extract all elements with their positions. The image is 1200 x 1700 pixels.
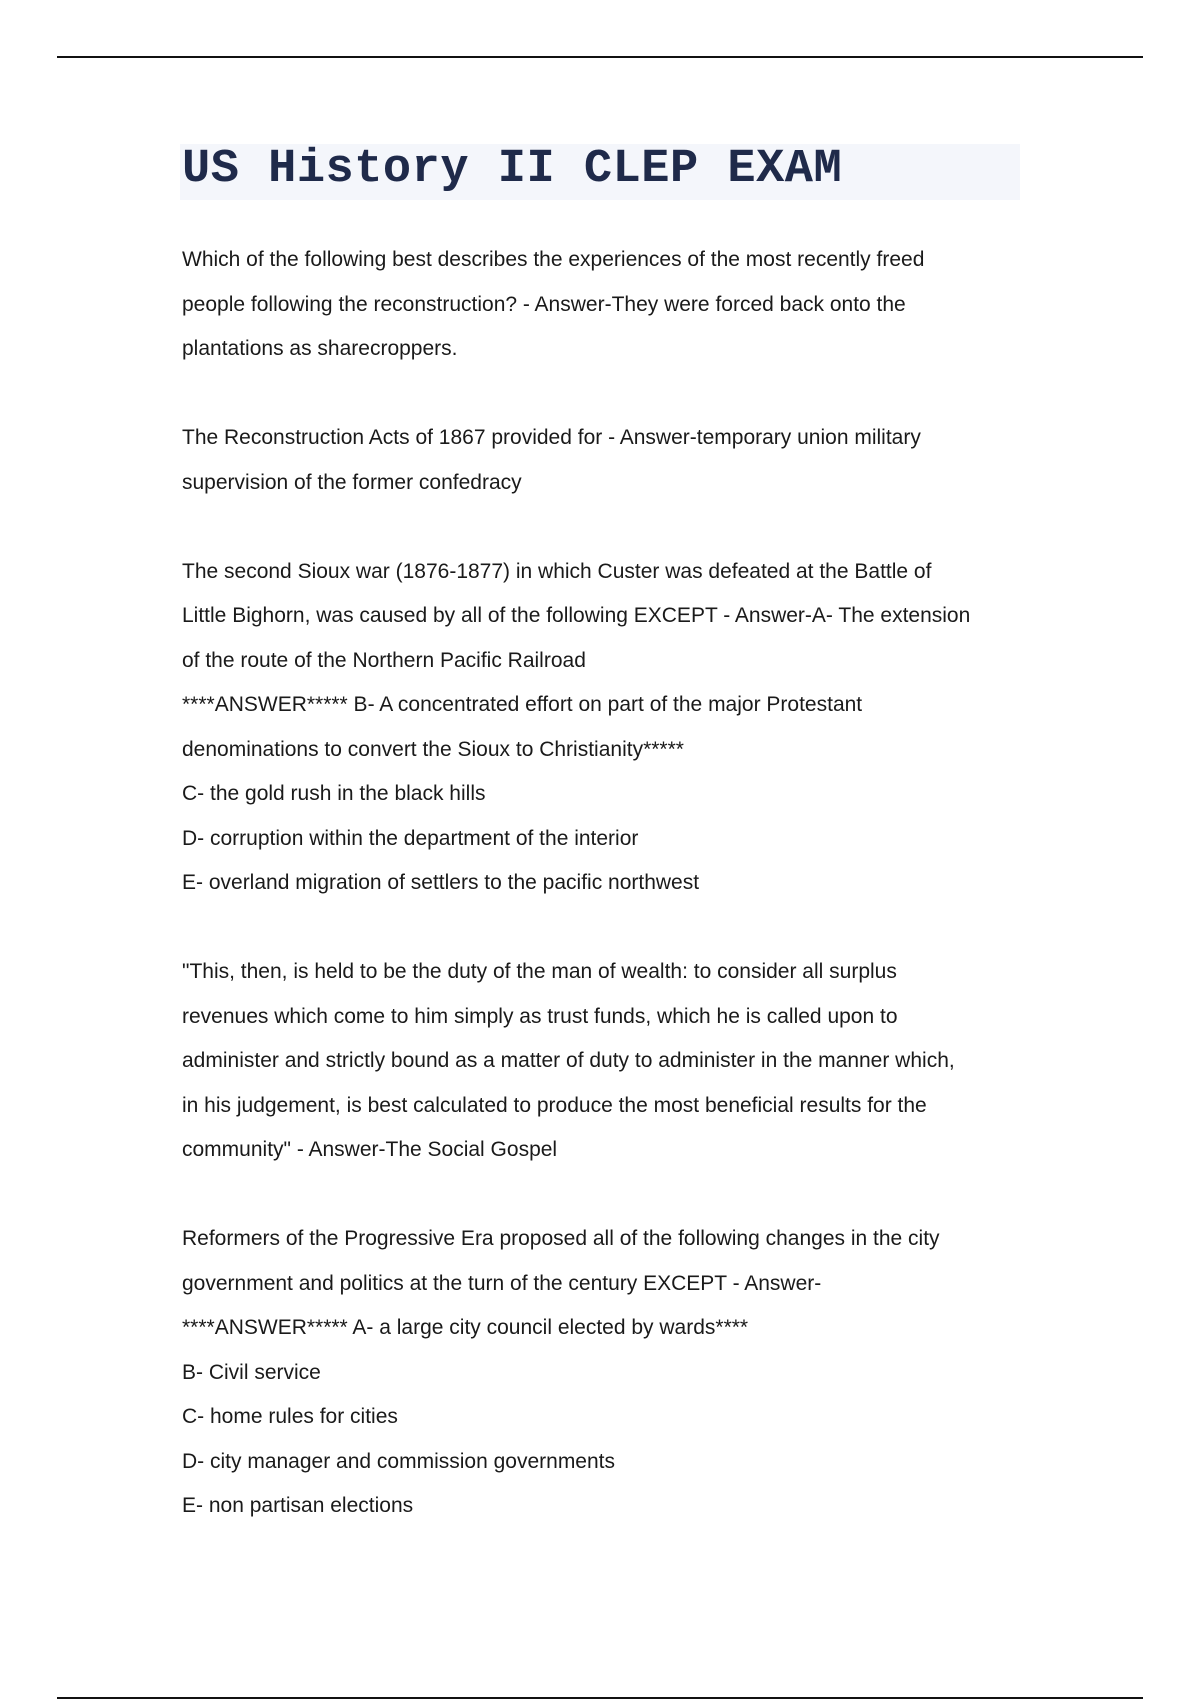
page-title: US History II CLEP EXAM bbox=[182, 143, 843, 196]
text-line: revenues which come to him simply as trust funds, which he is called upon to bbox=[182, 1004, 898, 1028]
answer-option-line: C- home rules for cities bbox=[182, 1405, 398, 1428]
qa-block-reconstruction-freed-people bbox=[182, 238, 1032, 372]
text-line: community" - Answer-The Social Gospel bbox=[182, 1138, 558, 1161]
answer-option-line: E- overland migration of settlers to the pacific northwest bbox=[182, 871, 700, 894]
answer-option-line: C- the gold rush in the black hills bbox=[182, 782, 486, 805]
text-line: Little Bighorn, was caused by all of the following EXCEPT - Answer-A- The extension bbox=[182, 604, 971, 627]
text-line: of the route of the Northern Pacific Railroad bbox=[182, 648, 586, 672]
answer-option-line: denominations to convert the Sioux to Christianity***** bbox=[182, 737, 684, 761]
text-line: Which of the following best describes the experiences of the most recently freed bbox=[182, 248, 925, 271]
answer-option-line: E- non partisan elections bbox=[182, 1494, 414, 1517]
qa-block-reconstruction-acts bbox=[182, 416, 1032, 505]
text-line: people following the reconstruction? - Answer-They were forced back onto the bbox=[182, 292, 906, 316]
text-line: administer and strictly bound as a matter of duty to administer in the manner which, bbox=[182, 1049, 955, 1072]
qa-block-sioux-war bbox=[182, 550, 1032, 906]
bottom-rule bbox=[57, 1697, 1143, 1699]
text-line: plantations as sharecroppers. bbox=[182, 337, 458, 360]
document-body bbox=[182, 238, 1032, 1573]
top-rule bbox=[57, 56, 1143, 58]
text-line: in his judgement, is best calculated to produce the most beneficial results for the bbox=[182, 1093, 927, 1117]
text-line: supervision of the former confedracy bbox=[182, 470, 522, 494]
answer-option-line: B- Civil service bbox=[182, 1360, 321, 1384]
answer-option-line: ****ANSWER***** B- A concentrated effort on part of the major Protestant bbox=[182, 693, 863, 716]
text-line: government and politics at the turn of the century EXCEPT - Answer- bbox=[182, 1271, 822, 1295]
text-line: The Reconstruction Acts of 1867 provided for - Answer-temporary union military bbox=[182, 426, 921, 449]
qa-block-gospel-of-wealth bbox=[182, 950, 1032, 1173]
text-line: "This, then, is held to be the duty of the man of wealth: to consider all surplus bbox=[182, 960, 897, 983]
answer-option-line: D- city manager and commission governments bbox=[182, 1449, 616, 1473]
answer-option-line: ****ANSWER***** A- a large city council elected by wards**** bbox=[182, 1316, 749, 1339]
text-line: Reformers of the Progressive Era proposed all of the following changes in the city bbox=[182, 1227, 940, 1250]
answer-option-line: D- corruption within the department of the interior bbox=[182, 826, 639, 850]
qa-block-progressive-era bbox=[182, 1217, 1032, 1529]
text-line: The second Sioux war (1876-1877) in which Custer was defeated at the Battle of bbox=[182, 559, 932, 583]
